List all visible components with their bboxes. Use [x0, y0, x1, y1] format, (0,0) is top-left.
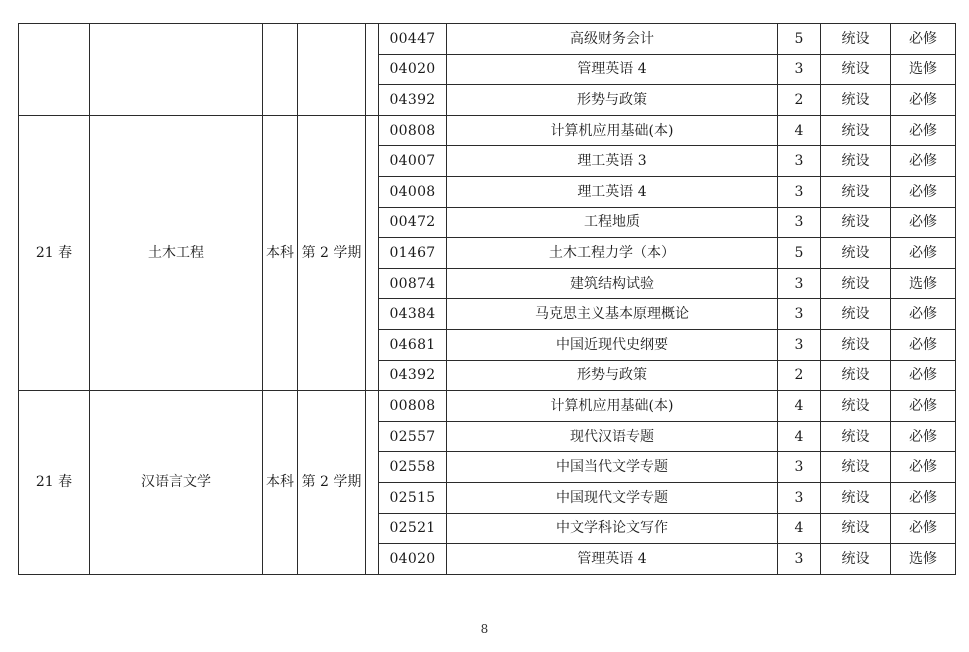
- cell-exam-type: 统设: [821, 482, 891, 513]
- cell-course-name: 管理英语 4: [447, 54, 778, 85]
- cell-requirement: 选修: [891, 544, 956, 575]
- cell-credit: 5: [778, 24, 821, 55]
- cell-course-name: 工程地质: [447, 207, 778, 238]
- cell-requirement: 选修: [891, 54, 956, 85]
- cell-requirement: 必修: [891, 421, 956, 452]
- cell-course-code: 04020: [379, 54, 447, 85]
- cell-requirement: 必修: [891, 238, 956, 269]
- cell-credit: 4: [778, 391, 821, 422]
- table-row: [19, 24, 956, 55]
- cell-course-code: 02521: [379, 513, 447, 544]
- cell-exam-type: 统设: [821, 360, 891, 391]
- cell-year: 21 春: [19, 115, 90, 390]
- cell-exam-type: 统设: [821, 146, 891, 177]
- cell-exam-type: 统设: [821, 54, 891, 85]
- cell-requirement: 必修: [891, 391, 956, 422]
- cell-requirement: 选修: [891, 268, 956, 299]
- cell-course-code: 00447: [379, 24, 447, 55]
- cell-course-name: 现代汉语专题: [447, 421, 778, 452]
- cell-course-code: 04392: [379, 85, 447, 116]
- cell-course-code: 04008: [379, 176, 447, 207]
- cell-exam-type: 统设: [821, 329, 891, 360]
- cell-exam-type: 统设: [821, 544, 891, 575]
- cell-year: 21 春: [19, 391, 90, 575]
- cell-course-code: 00808: [379, 391, 447, 422]
- cell-credit: 3: [778, 176, 821, 207]
- cell-course-name: 高级财务会计: [447, 24, 778, 55]
- cell-requirement: 必修: [891, 360, 956, 391]
- cell-course-code: 00874: [379, 268, 447, 299]
- cell-course-name: 中国现代文学专题: [447, 482, 778, 513]
- cell-course-name: 中国近现代史纲要: [447, 329, 778, 360]
- cell-course-name: 土木工程力学（本）: [447, 238, 778, 269]
- cell-exam-type: 统设: [821, 207, 891, 238]
- cell-course-code: 04020: [379, 544, 447, 575]
- cell-course-name: 建筑结构试验: [447, 268, 778, 299]
- cell-exam-type: 统设: [821, 268, 891, 299]
- cell-course-name: 中国当代文学专题: [447, 452, 778, 483]
- cell-exam-type: 统设: [821, 391, 891, 422]
- cell-course-name: 计算机应用基础(本): [447, 391, 778, 422]
- cell-course-code: 04384: [379, 299, 447, 330]
- cell-course-name: 管理英语 4: [447, 544, 778, 575]
- cell-requirement: 必修: [891, 85, 956, 116]
- cell-requirement: 必修: [891, 482, 956, 513]
- cell-requirement: 必修: [891, 452, 956, 483]
- cell-course-code: 02557: [379, 421, 447, 452]
- cell-credit: 3: [778, 452, 821, 483]
- cell-credit: 3: [778, 207, 821, 238]
- cell-course-code: 00472: [379, 207, 447, 238]
- cell-exam-type: 统设: [821, 299, 891, 330]
- cell-course-code: 00808: [379, 115, 447, 146]
- table-row: [19, 391, 956, 422]
- cell-spacer: [366, 115, 379, 390]
- cell-course-name: 马克思主义基本原理概论: [447, 299, 778, 330]
- cell-year: [19, 24, 90, 116]
- cell-exam-type: 统设: [821, 452, 891, 483]
- cell-spacer: [366, 391, 379, 575]
- cell-credit: 4: [778, 115, 821, 146]
- cell-course-code: 04392: [379, 360, 447, 391]
- cell-course-code: 04681: [379, 329, 447, 360]
- cell-level: 本科: [263, 391, 298, 575]
- cell-requirement: 必修: [891, 146, 956, 177]
- cell-exam-type: 统设: [821, 115, 891, 146]
- cell-credit: 3: [778, 54, 821, 85]
- cell-semester: 第 2 学期: [298, 391, 366, 575]
- cell-requirement: 必修: [891, 207, 956, 238]
- cell-exam-type: 统设: [821, 513, 891, 544]
- cell-credit: 4: [778, 421, 821, 452]
- course-table: [18, 23, 956, 575]
- page-number: 8: [480, 622, 489, 636]
- cell-credit: 5: [778, 238, 821, 269]
- cell-course-name: 形势与政策: [447, 360, 778, 391]
- cell-credit: 3: [778, 146, 821, 177]
- cell-major: [90, 24, 263, 116]
- cell-exam-type: 统设: [821, 238, 891, 269]
- cell-semester: [298, 24, 366, 116]
- cell-major: 土木工程: [90, 115, 263, 390]
- cell-requirement: 必修: [891, 24, 956, 55]
- cell-credit: 3: [778, 329, 821, 360]
- cell-exam-type: 统设: [821, 421, 891, 452]
- cell-course-name: 计算机应用基础(本): [447, 115, 778, 146]
- cell-semester: 第 2 学期: [298, 115, 366, 390]
- cell-credit: 2: [778, 85, 821, 116]
- cell-major: 汉语言文学: [90, 391, 263, 575]
- cell-requirement: 必修: [891, 176, 956, 207]
- table-row: [19, 115, 956, 146]
- cell-level: [263, 24, 298, 116]
- cell-spacer: [366, 24, 379, 116]
- cell-course-code: 04007: [379, 146, 447, 177]
- cell-course-code: 01467: [379, 238, 447, 269]
- cell-course-name: 中文学科论文写作: [447, 513, 778, 544]
- cell-course-name: 理工英语 3: [447, 146, 778, 177]
- cell-credit: 2: [778, 360, 821, 391]
- cell-credit: 3: [778, 299, 821, 330]
- cell-requirement: 必修: [891, 115, 956, 146]
- cell-course-name: 理工英语 4: [447, 176, 778, 207]
- cell-requirement: 必修: [891, 299, 956, 330]
- cell-requirement: 必修: [891, 513, 956, 544]
- cell-credit: 3: [778, 482, 821, 513]
- cell-credit: 4: [778, 513, 821, 544]
- cell-requirement: 必修: [891, 329, 956, 360]
- cell-exam-type: 统设: [821, 176, 891, 207]
- cell-course-code: 02558: [379, 452, 447, 483]
- cell-course-name: 形势与政策: [447, 85, 778, 116]
- cell-exam-type: 统设: [821, 85, 891, 116]
- cell-exam-type: 统设: [821, 24, 891, 55]
- cell-credit: 3: [778, 544, 821, 575]
- cell-credit: 3: [778, 268, 821, 299]
- cell-course-code: 02515: [379, 482, 447, 513]
- cell-level: 本科: [263, 115, 298, 390]
